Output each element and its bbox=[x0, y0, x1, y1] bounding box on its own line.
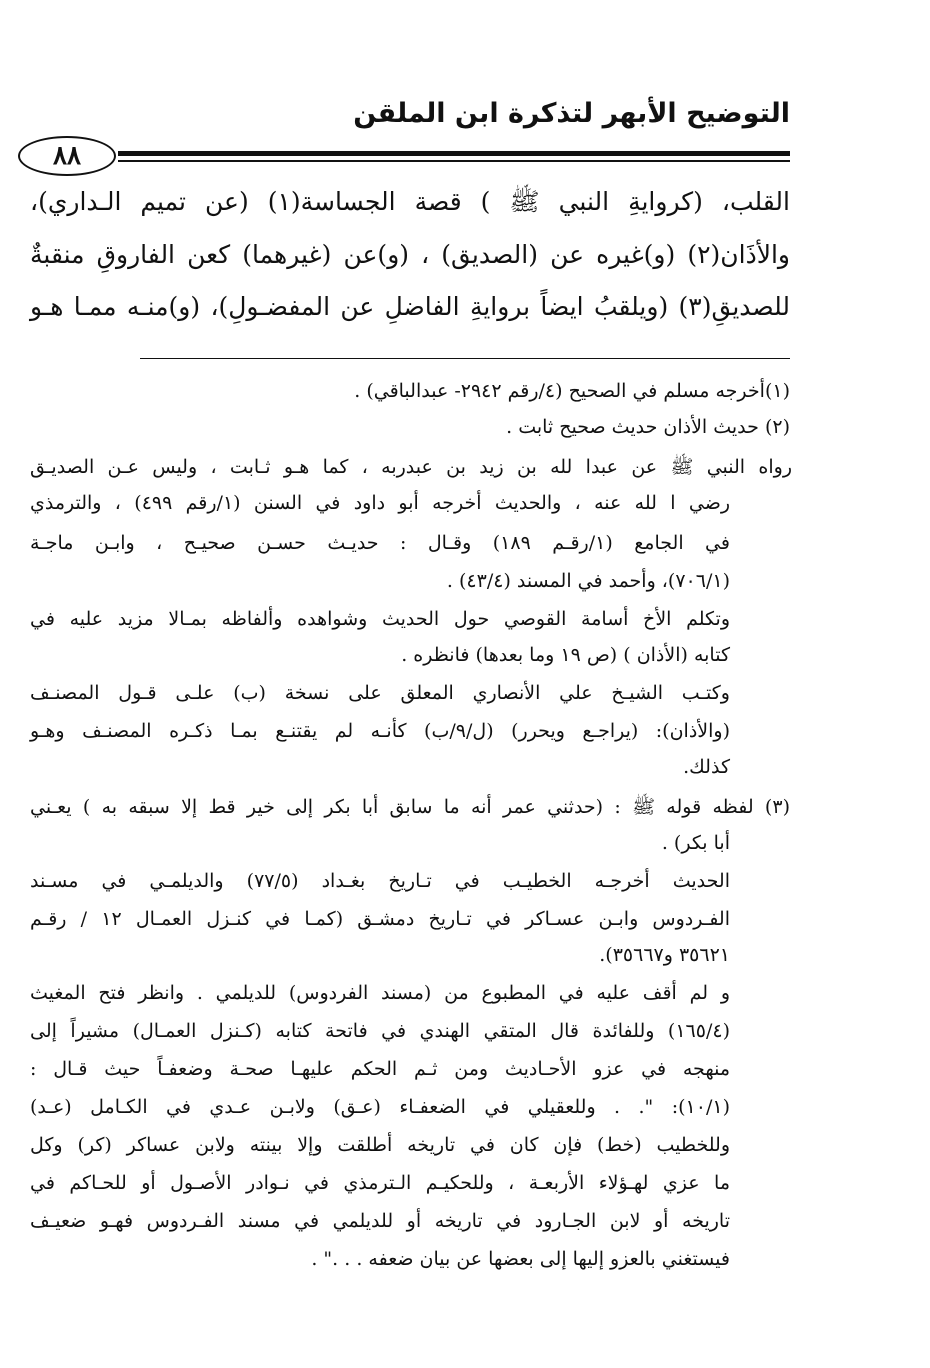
footnote-line: (٢) حديث الأذان حديث صحيح ثابت . bbox=[506, 416, 790, 438]
footnote-line: (والأذان): (يراجـع ويحرر) (ل/٩/ب) كأنـه لم يقتنـع بمـا ذكـره المصنـف وهـو bbox=[30, 720, 730, 742]
footnote-line: وتكلم الأخ أسامة القوصي حول الحديث وشواهده وألفاظه بمـالا مزيد عليه في bbox=[30, 608, 730, 630]
footnote-line: وكتـب الشيـخ علي الأنصاري المعلق على نسخة (ب) علـى قـول المصنـف bbox=[30, 682, 730, 704]
footnote-line: (٣) لفظه قوله ﷺ : (حدثني عمر أنه ما سابق أبا بكر إلى خير قط إلا سبقه به ) يعـني bbox=[30, 796, 790, 818]
footnote-line: ما عزي لهـؤلاء الأربعـة ، وللحكيـم الـترمذي في نـوادر الأصـول أو للحـاكم في bbox=[30, 1172, 730, 1194]
footnote-line: وللخطيب (خط) فإن كان في تاريخه أطلقت وإلا بينته ولابن عساكر (كر) وكل bbox=[30, 1134, 730, 1156]
header-rule-thin bbox=[118, 160, 790, 162]
header-rule-thick bbox=[118, 151, 790, 156]
main-text-line: والأذَان(٢) (و)غيره عن (الصديق) ، (و)عن (غيرهما) كعن الفاروقِ منقبةٌ bbox=[30, 240, 790, 269]
main-text-line: القلب، (كروايةِ النبي ﷺ ) قصة الجساسة(١) (عن تميم الـداري)، bbox=[30, 187, 790, 216]
footnote-line: كذلك. bbox=[683, 756, 730, 778]
footnote-line: (١)أخرجه مسلم في الصحيح (٤/رقم ٢٩٤٢- عبدالباقي) . bbox=[354, 380, 790, 402]
footnote-line: ٣٥٦٢١ و٣٥٦٦٧). bbox=[599, 944, 730, 966]
page-number: ٨٨ bbox=[18, 136, 116, 176]
footnote-line: و لم أقف عليه في المطبوع من (مسند الفردوس) للديلمي . وانظر فتح المغيث bbox=[30, 982, 730, 1004]
footnote-line: أبا بكر) . bbox=[661, 832, 730, 854]
footnote-line: في الجامع (١/رقـم ١٨٩) وقـال : حديـث حسـن صحيـح ، وابـن ماجـة bbox=[30, 532, 730, 554]
footnote-line: (٧٠٦/١)، وأحمد في المسند (٤٣/٤) . bbox=[446, 570, 730, 592]
footnote-separator bbox=[140, 358, 790, 359]
footnote-line: الفـردوس وابـن عسـاكر في تـاريخ دمشـق (كمـا في كنـزل العمـال ١٢ / رقـم bbox=[30, 908, 730, 930]
footnote-line: (١٦٥/٤) وللفائدة قال المتقي الهندي في فاتحة كتابه (كـنزل العمـال) مشيراً إلى bbox=[30, 1020, 730, 1042]
footnote-line: كتابه (الأذان ) (ص ١٩ وما بعدها) فانظره . bbox=[401, 644, 730, 666]
footnote-line: منهجه في عزو الأحـاديث ومن ثـم الحكم عليهـا صحـة وضعفـاً حيث قـال : bbox=[30, 1058, 730, 1080]
footnote-line: (١٠/١): ". . وللعقيلي في الضعفـاء (عـق) ولابـن عـدي في الكـامل (عـد) bbox=[30, 1096, 730, 1118]
footnote-line: رضي ا لله عنه ، والحديث أخرجه أبو داود في السنن (١/رقم ٤٩٩) ، والترمذي bbox=[30, 492, 731, 514]
running-header-title: التوضيح الأبهر لتذكرة ابن الملقن bbox=[353, 98, 790, 129]
footnote-line: فيستغني بالعزو إليها إلى بعضها عن بيان ضعفه . . ." . bbox=[311, 1248, 730, 1270]
footnote-line: تاريخه أو لابن الجـارود في تاريخه أو للديلمي في مسند الفـردوس فهـو ضعيـف bbox=[30, 1210, 730, 1232]
footnote-line: الحديث أخرجـه الخطيـب في تـاريخ بغـداد (٧٧/٥) والديلمـي في مسـند bbox=[30, 870, 730, 892]
footnote-line: رواه النبي ﷺ عن عبدا لله بن زيد بن عبدربه ، كما هـو ثـابت ، وليس عـن الصديـق bbox=[30, 456, 792, 478]
main-text-line: للصديقِ(٣) (ويلقبُ ايضاً بروايةِ الفاضلِ عن المفضـولِ)، (و)منـه ممـا هـو bbox=[30, 292, 790, 321]
